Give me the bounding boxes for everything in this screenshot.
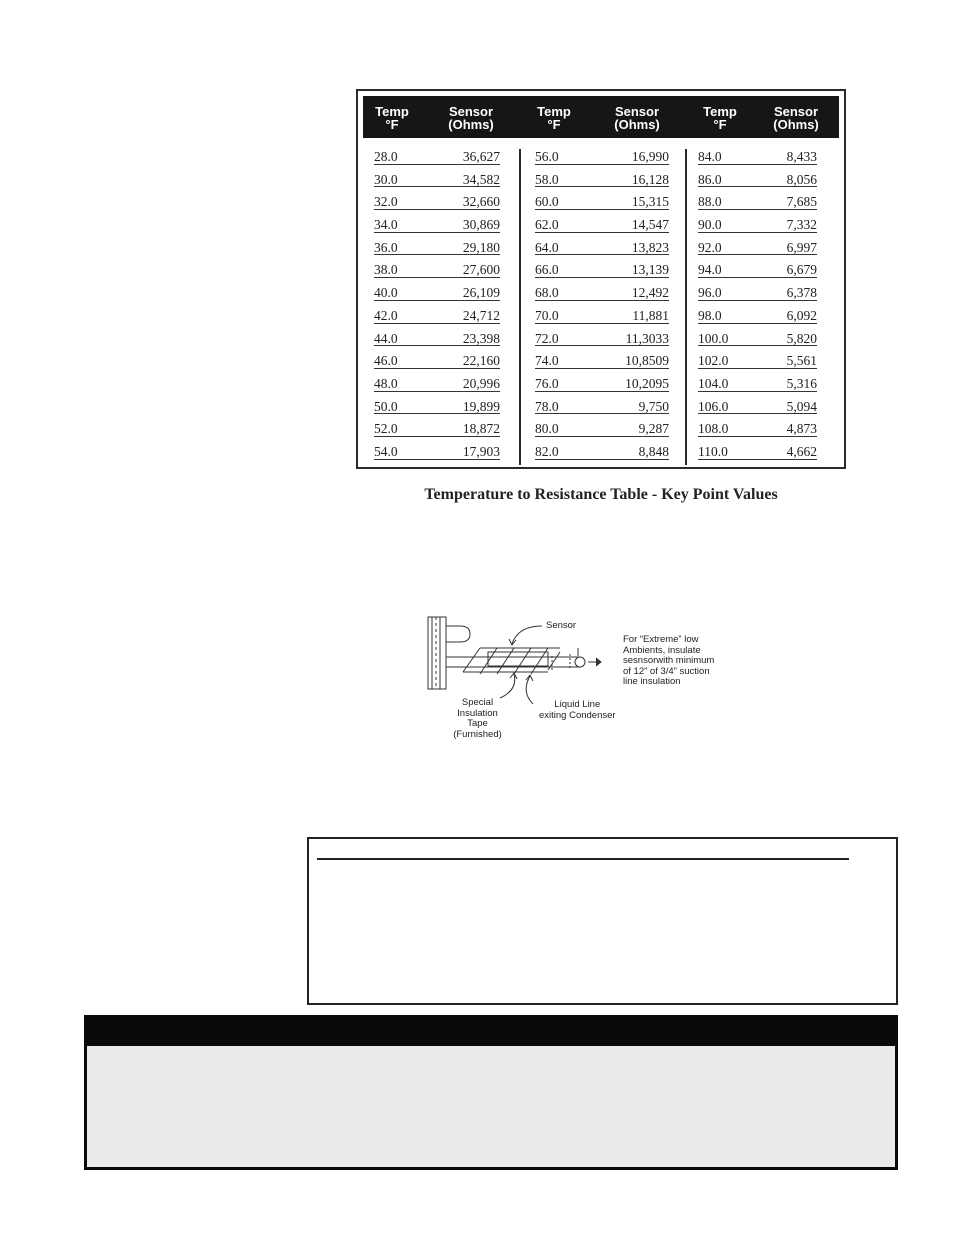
temp-value: 48.0 xyxy=(374,375,398,391)
table-body xyxy=(363,149,839,465)
table-row xyxy=(687,240,837,263)
row-underline xyxy=(374,277,500,278)
table-row xyxy=(521,399,685,422)
table-row xyxy=(363,376,519,399)
table-row xyxy=(521,262,685,285)
temp-value: 28.0 xyxy=(374,149,398,164)
table-row xyxy=(521,331,685,354)
row-underline xyxy=(698,300,817,301)
table-row xyxy=(363,149,519,172)
ohms-value: 8,056 xyxy=(786,171,817,187)
header-sensor-3: Sensor (Ohms) xyxy=(773,104,819,132)
row-underline xyxy=(374,345,500,346)
table-row xyxy=(687,194,837,217)
row-underline xyxy=(698,254,817,255)
table-row xyxy=(687,353,837,376)
row-underline xyxy=(374,459,500,460)
table-row xyxy=(363,194,519,217)
ohms-value: 11,881 xyxy=(632,307,669,323)
temp-value: 108.0 xyxy=(698,421,729,437)
ohms-value: 12,492 xyxy=(631,285,669,301)
ohms-value: 26,109 xyxy=(462,285,500,301)
ohms-value: 36,627 xyxy=(462,149,500,164)
temp-value: 40.0 xyxy=(374,285,398,301)
temp-value: 62.0 xyxy=(535,217,559,233)
ohms-value: 6,679 xyxy=(786,262,817,278)
temp-value: 104.0 xyxy=(698,375,729,391)
ohms-value: 5,316 xyxy=(786,375,817,391)
ohms-value: 5,561 xyxy=(786,353,817,369)
row-underline xyxy=(535,368,669,369)
table-caption: Temperature to Resistance Table - Key Point Values xyxy=(424,486,778,503)
temp-value: 36.0 xyxy=(374,239,398,255)
header-sensor-2: Sensor (Ohms) xyxy=(614,104,660,132)
ohms-value: 16,990 xyxy=(631,149,669,164)
temp-value: 44.0 xyxy=(374,330,398,346)
row-underline xyxy=(535,300,669,301)
table-row xyxy=(521,194,685,217)
row-underline xyxy=(698,368,817,369)
row-underline xyxy=(698,232,817,233)
table-header xyxy=(363,96,839,138)
ohms-value: 17,903 xyxy=(462,443,500,459)
ohms-value: 18,872 xyxy=(462,421,500,437)
ohms-value: 8,433 xyxy=(786,149,817,164)
ohms-value: 7,685 xyxy=(786,194,817,210)
ohms-value: 6,378 xyxy=(786,285,817,301)
liquid-line-label: Liquid Line exiting Condenser xyxy=(539,699,616,721)
table-row xyxy=(363,353,519,376)
header-temp-1: Temp °F xyxy=(375,104,409,132)
temp-value: 110.0 xyxy=(698,443,728,459)
row-underline xyxy=(535,413,669,414)
row-underline xyxy=(535,232,669,233)
row-underline xyxy=(374,186,500,187)
temp-value: 102.0 xyxy=(698,353,729,369)
temp-value: 42.0 xyxy=(374,307,398,323)
table-row xyxy=(363,262,519,285)
ohms-value: 15,315 xyxy=(631,194,669,210)
table-column-2 xyxy=(521,149,687,465)
ohms-value: 5,820 xyxy=(786,330,817,346)
ohms-value: 20,996 xyxy=(462,375,500,391)
ohms-value: 32,660 xyxy=(462,194,500,210)
row-underline xyxy=(374,232,500,233)
table-row xyxy=(521,353,685,376)
table-row xyxy=(521,240,685,263)
row-underline xyxy=(698,436,817,437)
ohms-value: 9,287 xyxy=(638,421,669,437)
ohms-value: 16,128 xyxy=(631,171,669,187)
table-column-1 xyxy=(363,149,521,465)
temp-value: 76.0 xyxy=(535,375,559,391)
table-row xyxy=(687,376,837,399)
row-underline xyxy=(535,391,669,392)
temp-value: 86.0 xyxy=(698,171,722,187)
ohms-value: 13,139 xyxy=(631,262,669,278)
table-row xyxy=(687,444,837,467)
temp-value: 46.0 xyxy=(374,353,398,369)
ohms-value: 22,160 xyxy=(462,353,500,369)
ohms-value: 10,8509 xyxy=(625,353,669,369)
row-underline xyxy=(374,436,500,437)
table-row xyxy=(521,285,685,308)
ohms-value: 14,547 xyxy=(631,217,669,233)
temp-value: 50.0 xyxy=(374,398,398,414)
table-row xyxy=(521,376,685,399)
temp-value: 100.0 xyxy=(698,330,729,346)
table-row xyxy=(363,399,519,422)
row-underline xyxy=(374,300,500,301)
table-row xyxy=(687,308,837,331)
info-panel xyxy=(84,1015,898,1170)
table-row xyxy=(687,262,837,285)
temp-value: 88.0 xyxy=(698,194,722,210)
table-row xyxy=(363,240,519,263)
row-underline xyxy=(698,277,817,278)
header-temp-3: Temp °F xyxy=(703,104,737,132)
row-underline xyxy=(535,254,669,255)
row-underline xyxy=(698,413,817,414)
info-panel-header xyxy=(87,1018,895,1046)
table-row xyxy=(687,331,837,354)
temp-value: 68.0 xyxy=(535,285,559,301)
table-row xyxy=(687,217,837,240)
resistance-table xyxy=(356,89,846,469)
ohms-value: 8,848 xyxy=(638,443,669,459)
row-underline xyxy=(698,459,817,460)
temp-value: 94.0 xyxy=(698,262,722,278)
ohms-value: 30,869 xyxy=(462,217,500,233)
temp-value: 56.0 xyxy=(535,149,559,164)
temp-value: 80.0 xyxy=(535,421,559,437)
row-underline xyxy=(698,186,817,187)
temp-value: 38.0 xyxy=(374,262,398,278)
row-underline xyxy=(535,164,669,165)
temp-value: 72.0 xyxy=(535,330,559,346)
table-row xyxy=(363,331,519,354)
ohms-value: 24,712 xyxy=(462,307,500,323)
temp-value: 106.0 xyxy=(698,398,729,414)
ohms-value: 4,873 xyxy=(786,421,817,437)
temp-value: 54.0 xyxy=(374,443,398,459)
ohms-value: 6,092 xyxy=(786,307,817,323)
row-underline xyxy=(698,391,817,392)
temp-value: 84.0 xyxy=(698,149,722,164)
table-row xyxy=(687,399,837,422)
row-underline xyxy=(535,436,669,437)
temp-value: 98.0 xyxy=(698,307,722,323)
row-underline xyxy=(374,323,500,324)
row-underline xyxy=(535,459,669,460)
row-underline xyxy=(374,254,500,255)
ohms-value: 29,180 xyxy=(462,239,500,255)
temp-value: 96.0 xyxy=(698,285,722,301)
row-underline xyxy=(374,368,500,369)
temp-value: 78.0 xyxy=(535,398,559,414)
ohms-value: 7,332 xyxy=(786,217,817,233)
temp-value: 92.0 xyxy=(698,239,722,255)
row-underline xyxy=(535,323,669,324)
ohms-value: 6,997 xyxy=(786,239,817,255)
row-underline xyxy=(535,277,669,278)
table-row xyxy=(521,308,685,331)
sensor-diagram xyxy=(418,612,758,742)
table-row xyxy=(521,217,685,240)
row-underline xyxy=(698,323,817,324)
temp-value: 74.0 xyxy=(535,353,559,369)
temp-value: 82.0 xyxy=(535,443,559,459)
table-row xyxy=(521,444,685,467)
row-underline xyxy=(535,186,669,187)
notice-box xyxy=(307,837,898,1005)
temp-value: 32.0 xyxy=(374,194,398,210)
header-temp-2: Temp °F xyxy=(537,104,571,132)
table-row xyxy=(363,444,519,467)
table-row xyxy=(521,149,685,172)
row-underline xyxy=(374,413,500,414)
ohms-value: 4,662 xyxy=(786,443,817,459)
row-underline xyxy=(374,391,500,392)
ohms-value: 34,582 xyxy=(462,171,500,187)
table-row xyxy=(363,285,519,308)
temp-value: 30.0 xyxy=(374,171,398,187)
temp-value: 64.0 xyxy=(535,239,559,255)
temp-value: 90.0 xyxy=(698,217,722,233)
table-row xyxy=(687,421,837,444)
temp-value: 66.0 xyxy=(535,262,559,278)
row-underline xyxy=(374,164,500,165)
table-row xyxy=(687,149,837,172)
table-row xyxy=(363,421,519,444)
table-row xyxy=(521,421,685,444)
table-row xyxy=(521,172,685,195)
tape-label: Special Insulation Tape (Furnished) xyxy=(453,697,502,740)
notice-divider xyxy=(317,858,849,860)
temp-value: 58.0 xyxy=(535,171,559,187)
ohms-value: 10,2095 xyxy=(625,375,669,391)
table-row xyxy=(363,308,519,331)
row-underline xyxy=(698,209,817,210)
temp-value: 60.0 xyxy=(535,194,559,210)
table-column-3 xyxy=(687,149,837,465)
temp-value: 52.0 xyxy=(374,421,398,437)
row-underline xyxy=(698,345,817,346)
ohms-value: 11,3033 xyxy=(625,330,669,346)
ohms-value: 13,823 xyxy=(631,239,669,255)
temp-value: 34.0 xyxy=(374,217,398,233)
table-row xyxy=(687,172,837,195)
row-underline xyxy=(698,164,817,165)
table-row xyxy=(687,285,837,308)
ohms-value: 19,899 xyxy=(462,398,500,414)
sensor-label: Sensor xyxy=(546,620,577,631)
ohms-value: 9,750 xyxy=(638,398,669,414)
header-sensor-1: Sensor (Ohms) xyxy=(448,104,494,132)
ohms-value: 23,398 xyxy=(462,330,500,346)
row-underline xyxy=(535,345,669,346)
temp-value: 70.0 xyxy=(535,307,559,323)
table-row xyxy=(363,217,519,240)
ohms-value: 27,600 xyxy=(462,262,500,278)
ohms-value: 5,094 xyxy=(786,398,817,414)
table-row xyxy=(363,172,519,195)
row-underline xyxy=(535,209,669,210)
row-underline xyxy=(374,209,500,210)
insulation-note: For “Extreme” low Ambients, insulate sesnsorwith minimum of 12” of 3/4” suction line insulation xyxy=(623,634,715,687)
